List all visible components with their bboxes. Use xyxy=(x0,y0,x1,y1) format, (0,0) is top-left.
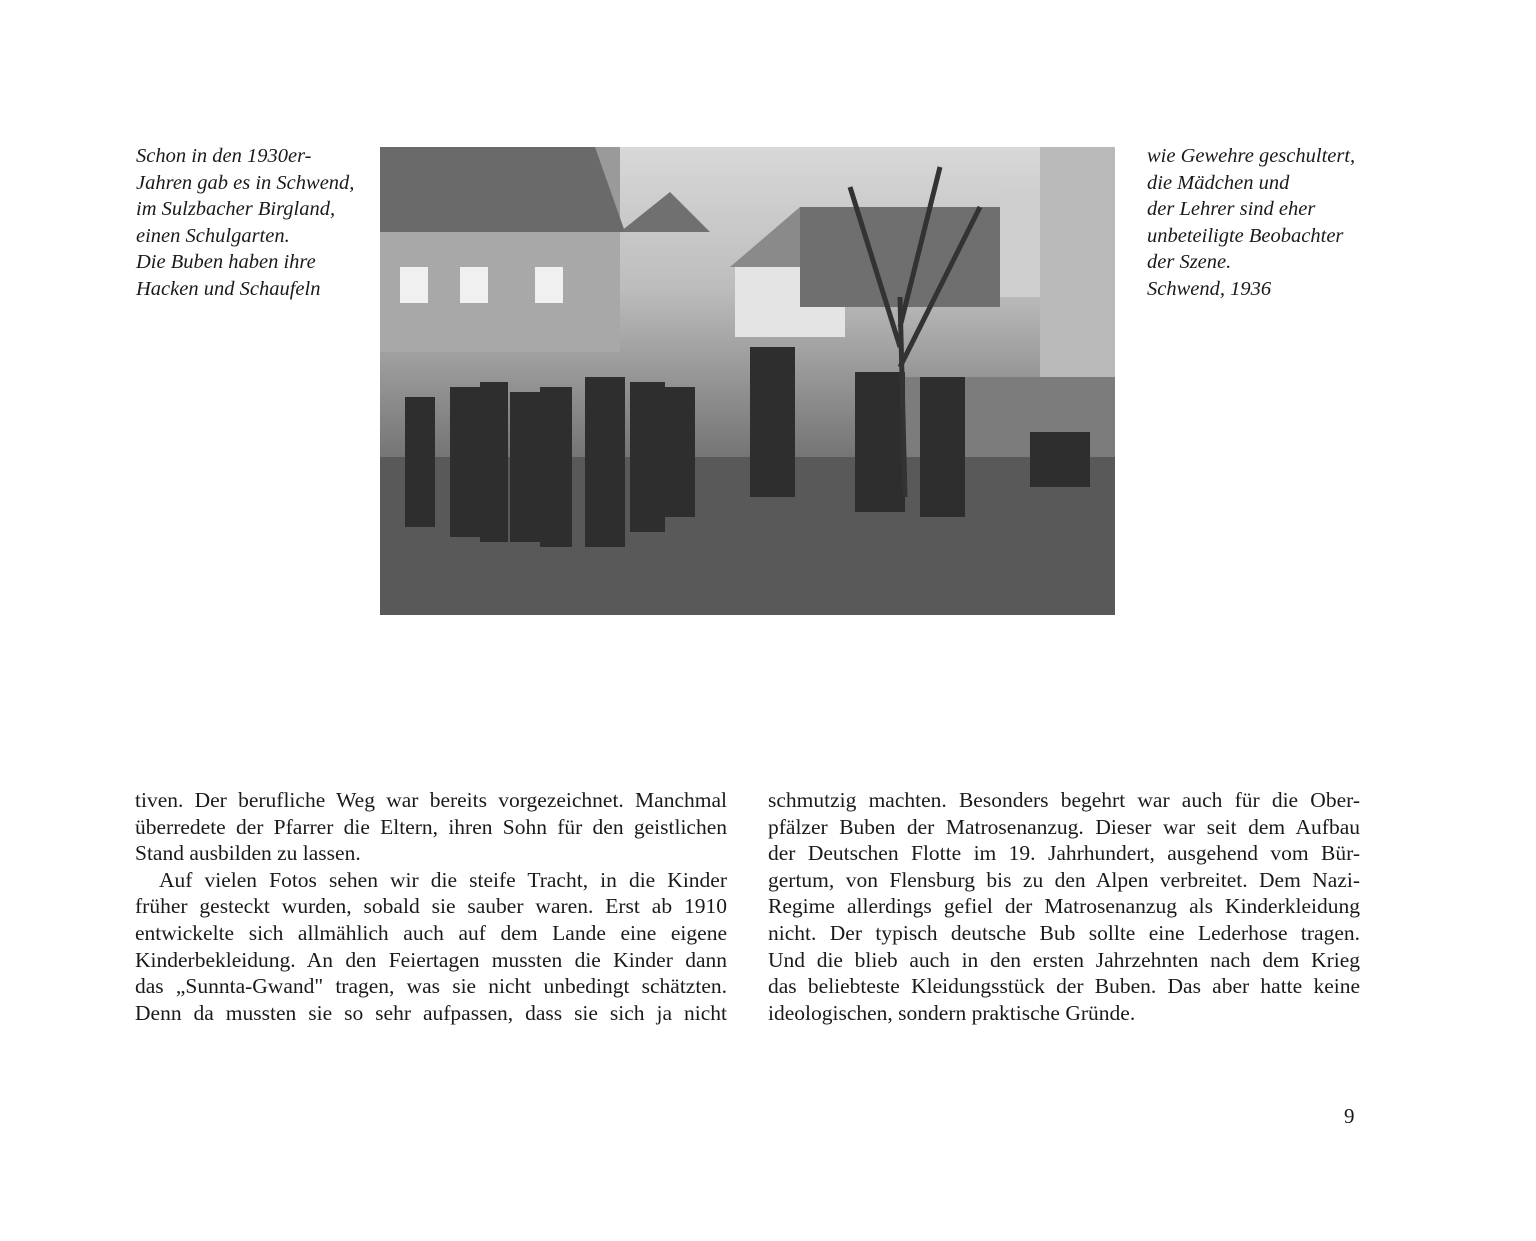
caption-line: einen Schulgarten. xyxy=(136,224,290,247)
text-line: das „Sunnta-Gwand" tragen, was sie nicht unbedingt schätzten. xyxy=(135,974,727,999)
text-line: nicht. Der typisch deutsche Bub sollte eine Lederhose tragen. xyxy=(768,920,1360,945)
caption-line: im Sulzbacher Birgland, xyxy=(136,198,336,221)
text-line: das beliebteste Kleidungsstück der Buben. Das aber hatte keine xyxy=(768,974,1360,999)
text-line: entwickelte sich allmählich auch auf dem Lande eine eigene xyxy=(135,920,727,945)
caption-line: die Mädchen und xyxy=(1147,171,1290,194)
caption-line: wie Gewehre geschultert, xyxy=(1147,145,1356,167)
text-line: gertum, von Flensburg bis zu den Alpen verbreitet. Dem Nazi- xyxy=(768,867,1360,892)
text-line: tiven. Der berufliche Weg war bereits vorgezeichnet. Manchmal xyxy=(135,788,727,812)
caption-line: der Szene. xyxy=(1147,251,1232,274)
body-column-left xyxy=(135,787,727,1026)
text-line: ideologischen, sondern praktische Gründe. xyxy=(768,1000,1136,1025)
text-line: pfälzer Buben der Matrosenanzug. Dieser war seit dem Aufbau xyxy=(768,814,1360,839)
text-line: schmutzig machten. Besonders begehrt war auch für die Ober- xyxy=(768,788,1360,812)
body-column-right xyxy=(768,787,1360,1026)
text-line: Auf vielen Fotos sehen wir die steife Tracht, in die Kinder xyxy=(159,867,727,892)
historical-photo xyxy=(380,147,1115,615)
caption-line: Hacken und Schaufeln xyxy=(136,277,321,300)
photo-caption-left xyxy=(136,143,354,303)
text-line: der Deutschen Flotte im 19. Jahrhundert, ausgehend vom Bür- xyxy=(768,841,1360,866)
caption-line: der Lehrer sind eher xyxy=(1147,198,1316,221)
photo-caption-right xyxy=(1147,143,1355,303)
caption-line: Jahren gab es in Schwend, xyxy=(136,171,355,194)
photo-illustration xyxy=(380,147,1115,615)
text-line: Regime allerdings gefiel der Matrosenanzug als Kinderkleidung xyxy=(768,894,1360,919)
text-line: Kinderbekleidung. An den Feiertagen mussten die Kinder dann xyxy=(135,947,727,972)
text-line: Und die blieb auch in den ersten Jahrzehnten nach dem Krieg xyxy=(768,947,1360,972)
caption-line: Die Buben haben ihre xyxy=(136,251,316,274)
text-line: überredete der Pfarrer die Eltern, ihren Sohn für den geistlichen xyxy=(135,814,727,839)
page-number: 9 xyxy=(1344,1104,1355,1128)
text-line: Stand ausbilden zu lassen. xyxy=(135,841,361,866)
caption-line: Schon in den 1930er- xyxy=(136,145,312,167)
text-line: früher gesteckt wurden, sobald sie sauber waren. Erst ab 1910 xyxy=(135,894,727,919)
caption-line: Schwend, 1936 xyxy=(1147,277,1272,300)
text-line: Denn da mussten sie so sehr aufpassen, dass sie sich ja nicht xyxy=(135,1000,727,1025)
caption-line: unbeteiligte Beobachter xyxy=(1147,224,1344,247)
